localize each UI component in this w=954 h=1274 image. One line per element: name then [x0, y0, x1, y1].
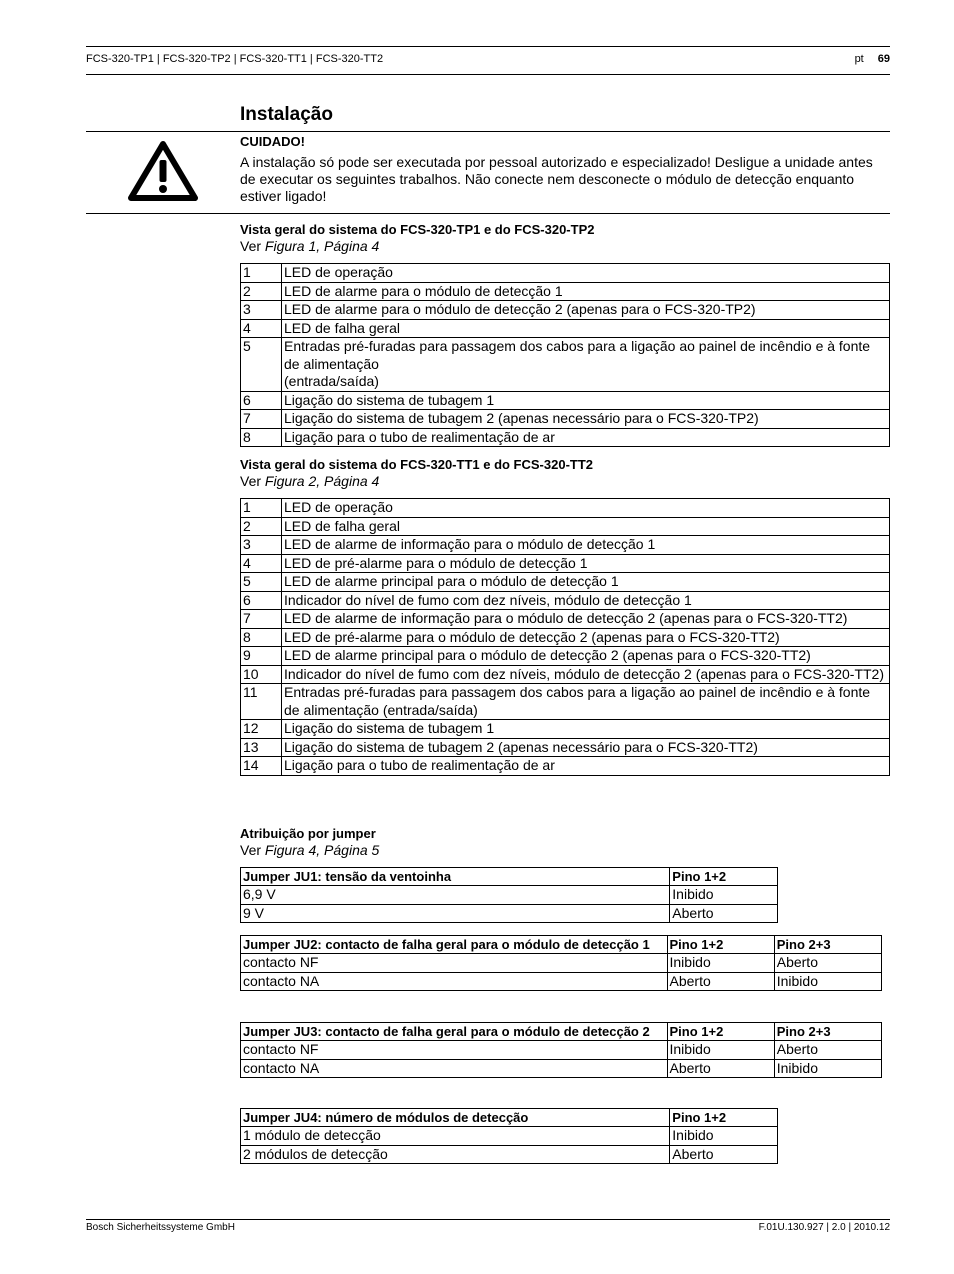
item-text: LED de pré-alarme para o módulo de detecção 1 — [284, 554, 588, 571]
pin-state-cell: Aberto — [667, 972, 774, 991]
item-text: Entradas pré-furadas para passagem dos cabos para a ligação ao painel de incêndio e à fonte de alimentação (entrada/saída) — [284, 684, 871, 718]
item-number: 10 — [241, 665, 282, 684]
setting-cell: 2 módulos de detecção — [241, 1145, 670, 1164]
table-row — [241, 610, 890, 629]
item-number: 7 — [241, 410, 282, 429]
item-description — [282, 517, 890, 536]
item-text: Ligação do sistema de tubagem 2 (apenas necessário para o FCS-320-TP2) — [284, 410, 759, 426]
item-description — [282, 738, 890, 757]
column-header-setting: Jumper JU2: contacto de falha geral para o módulo de detecção 1 — [241, 936, 668, 954]
item-number: 4 — [241, 319, 282, 338]
table-row — [241, 954, 882, 973]
item-number: 1 — [241, 499, 282, 518]
column-header-setting: Jumper JU1: tensão da ventoinha — [241, 868, 670, 886]
table-row — [241, 1127, 778, 1146]
section-title: Atribuição por jumper — [240, 826, 376, 841]
table-row — [241, 517, 890, 536]
item-description — [282, 410, 890, 429]
item-number: 6 — [241, 591, 282, 610]
item-number: 13 — [241, 738, 282, 757]
table-row — [241, 319, 890, 338]
column-header-pin: Pino 1+2 — [670, 868, 778, 886]
warning-icon — [128, 140, 198, 202]
column-header-pin: Pino 1+2 — [670, 1109, 778, 1127]
table-row — [241, 428, 890, 447]
item-description — [282, 338, 890, 392]
pin-state-cell: Inibido — [667, 954, 774, 973]
item-text: LED de alarme para o módulo de detecção 2 (apenas para o FCS-320-TP2) — [284, 301, 756, 317]
footer-docref: F.01U.130.927 | 2.0 | 2010.12 — [758, 1222, 890, 1233]
item-text: LED de operação — [284, 264, 393, 280]
column-header-setting: Jumper JU3: contacto de falha geral para o módulo de detecção 2 — [241, 1023, 668, 1041]
item-description — [282, 301, 890, 320]
item-text: Ligação do sistema de tubagem 2 (apenas necessário para o FCS-320-TT2) — [284, 738, 758, 755]
header-row — [241, 868, 778, 886]
item-description — [282, 264, 890, 283]
item-description — [282, 282, 890, 301]
item-number: 5 — [241, 338, 282, 392]
header-right — [855, 53, 890, 65]
item-description — [282, 319, 890, 338]
table-row — [241, 647, 890, 666]
pin-state-cell: Inibido — [670, 886, 778, 905]
item-description — [282, 573, 890, 592]
table-row — [241, 573, 890, 592]
item-description — [282, 610, 890, 629]
table-row — [241, 972, 882, 991]
section-tp-overview — [240, 221, 890, 255]
setting-cell: contacto NF — [241, 1041, 668, 1060]
item-text: Ligação do sistema de tubagem 1 — [284, 391, 495, 408]
header-row — [241, 1023, 882, 1041]
item-description — [282, 684, 890, 720]
item-description — [282, 391, 890, 410]
item-number: 6 — [241, 391, 282, 410]
pin-state-cell: Aberto — [774, 1041, 881, 1060]
pin-state-cell: Aberto — [670, 1145, 778, 1164]
page-footer — [86, 1219, 890, 1233]
item-description — [282, 554, 890, 573]
pin-state-cell: Aberto — [774, 954, 881, 973]
caution-rule — [86, 213, 890, 214]
section-jumper — [240, 825, 890, 859]
item-number: 9 — [241, 647, 282, 666]
item-number: 3 — [241, 301, 282, 320]
item-text: LED de falha geral — [284, 517, 400, 534]
item-description — [282, 720, 890, 739]
item-text: Ligação para o tubo de realimentação de ar — [284, 757, 555, 773]
title-rule — [86, 131, 890, 132]
setting-cell: contacto NA — [241, 972, 668, 991]
table-row — [241, 684, 890, 720]
setting-cell: contacto NF — [241, 954, 668, 973]
item-text: LED de alarme de informação para o módulo de detecção 2 (apenas para o FCS-320-TT2) — [284, 610, 848, 626]
item-description — [282, 536, 890, 555]
caution-text: A instalação só pode ser executada por pessoal autorizado e especializado! Desligue a unidade antes de executar os seguintes trabalhos. Não conecte nem desconecte o módulo de detecção enquanto estiver ligado! — [240, 154, 873, 204]
page-number: 69 — [877, 53, 890, 65]
item-text: Ligação do sistema de tubagem 1 — [284, 720, 495, 736]
jumper-ju4-table — [240, 1108, 778, 1164]
header-row — [241, 936, 882, 954]
table-row — [241, 757, 890, 776]
table-row — [241, 720, 890, 739]
pin-state-cell: Aberto — [670, 904, 778, 923]
item-text: Indicador do nível de fumo com dez níveis, módulo de detecção 1 — [284, 591, 692, 608]
item-text: LED de alarme principal para o módulo de detecção 2 (apenas para o FCS-320-TT2) — [284, 647, 811, 663]
item-number: 12 — [241, 720, 282, 739]
item-number: 5 — [241, 573, 282, 592]
setting-cell: 9 V — [241, 904, 670, 923]
item-number: 2 — [241, 282, 282, 301]
table-row — [241, 886, 778, 905]
table-row — [241, 904, 778, 923]
column-header-pin: Pino 1+2 — [667, 936, 774, 954]
pin-state-cell: Inibido — [667, 1041, 774, 1060]
header-language: pt — [854, 53, 864, 65]
item-description — [282, 591, 890, 610]
item-text-continued: (entrada/saída) — [284, 373, 379, 389]
item-description — [282, 647, 890, 666]
pin-state-cell: Inibido — [774, 972, 881, 991]
item-number: 3 — [241, 536, 282, 555]
item-text: Ligação para o tubo de realimentação de ar — [284, 428, 555, 445]
item-description — [282, 628, 890, 647]
table-row — [241, 1041, 882, 1060]
table-row — [241, 1145, 778, 1164]
item-description — [282, 428, 890, 447]
table-row — [241, 628, 890, 647]
figure-reference: Ver Figura 4, Página 5 — [240, 842, 380, 858]
item-number: 14 — [241, 757, 282, 776]
item-description — [282, 665, 890, 684]
jumper-ju3-table — [240, 1022, 882, 1078]
figure-reference: Ver Figura 1, Página 4 — [240, 238, 380, 254]
column-header-pin: Pino 2+3 — [774, 1023, 881, 1041]
item-text: Indicador do nível de fumo com dez níveis, módulo de detecção 2 (apenas para o FCS-320-TT2) — [284, 665, 884, 682]
page-header — [86, 46, 890, 75]
table-row — [241, 410, 890, 429]
item-text: LED de pré-alarme para o módulo de detecção 2 (apenas para o FCS-320-TT2) — [284, 628, 780, 645]
table-row — [241, 264, 890, 283]
item-number: 2 — [241, 517, 282, 536]
table-row — [241, 391, 890, 410]
item-text: LED de alarme principal para o módulo de detecção 1 — [284, 573, 619, 589]
item-number: 11 — [241, 684, 282, 720]
tp-items-table — [240, 263, 890, 447]
table-row — [241, 282, 890, 301]
header-models: FCS-320-TP1 | FCS-320-TP2 | FCS-320-TT1 | FCS-320-TT2 — [86, 53, 384, 65]
item-text: LED de operação — [284, 499, 393, 515]
table-row — [241, 591, 890, 610]
table-row — [241, 338, 890, 392]
setting-cell: 1 módulo de detecção — [241, 1127, 670, 1146]
header-row — [241, 1109, 778, 1127]
table-row — [241, 554, 890, 573]
item-number: 8 — [241, 628, 282, 647]
caution-block — [240, 133, 890, 205]
footer-company: Bosch Sicherheitssysteme GmbH — [86, 1222, 235, 1233]
table-row — [241, 665, 890, 684]
pin-state-cell: Inibido — [774, 1059, 881, 1078]
item-number: 7 — [241, 610, 282, 629]
table-row — [241, 499, 890, 518]
item-text: LED de alarme de informação para o módulo de detecção 1 — [284, 536, 656, 552]
page-title: Instalação — [240, 104, 333, 125]
section-title: Vista geral do sistema do FCS-320-TP1 e do FCS-320-TP2 — [240, 222, 595, 237]
jumper-ju1-table — [240, 867, 778, 923]
pin-state-cell: Aberto — [667, 1059, 774, 1078]
setting-cell: contacto NA — [241, 1059, 668, 1078]
item-text: LED de falha geral — [284, 319, 400, 336]
pin-state-cell: Inibido — [670, 1127, 778, 1146]
setting-cell: 6,9 V — [241, 886, 670, 905]
tt-items-table — [240, 498, 890, 776]
column-header-pin: Pino 1+2 — [667, 1023, 774, 1041]
item-text: LED de alarme para o módulo de detecção 1 — [284, 282, 563, 299]
item-text: Entradas pré-furadas para passagem dos cabos para a ligação ao painel de incêndio e à fonte de alimentação — [284, 338, 871, 372]
section-title: Vista geral do sistema do FCS-320-TT1 e do FCS-320-TT2 — [240, 457, 594, 472]
item-number: 8 — [241, 428, 282, 447]
item-description — [282, 757, 890, 776]
figure-reference: Ver Figura 2, Página 4 — [240, 473, 380, 489]
caution-label: CUIDADO! — [240, 134, 305, 149]
item-number: 4 — [241, 554, 282, 573]
column-header-setting: Jumper JU4: número de módulos de detecção — [241, 1109, 670, 1127]
table-row — [241, 536, 890, 555]
table-row — [241, 738, 890, 757]
column-header-pin: Pino 2+3 — [774, 936, 881, 954]
table-row — [241, 301, 890, 320]
jumper-ju2-table — [240, 935, 882, 991]
item-description — [282, 499, 890, 518]
section-tt-overview — [240, 456, 890, 490]
table-row — [241, 1059, 882, 1078]
item-number: 1 — [241, 264, 282, 283]
